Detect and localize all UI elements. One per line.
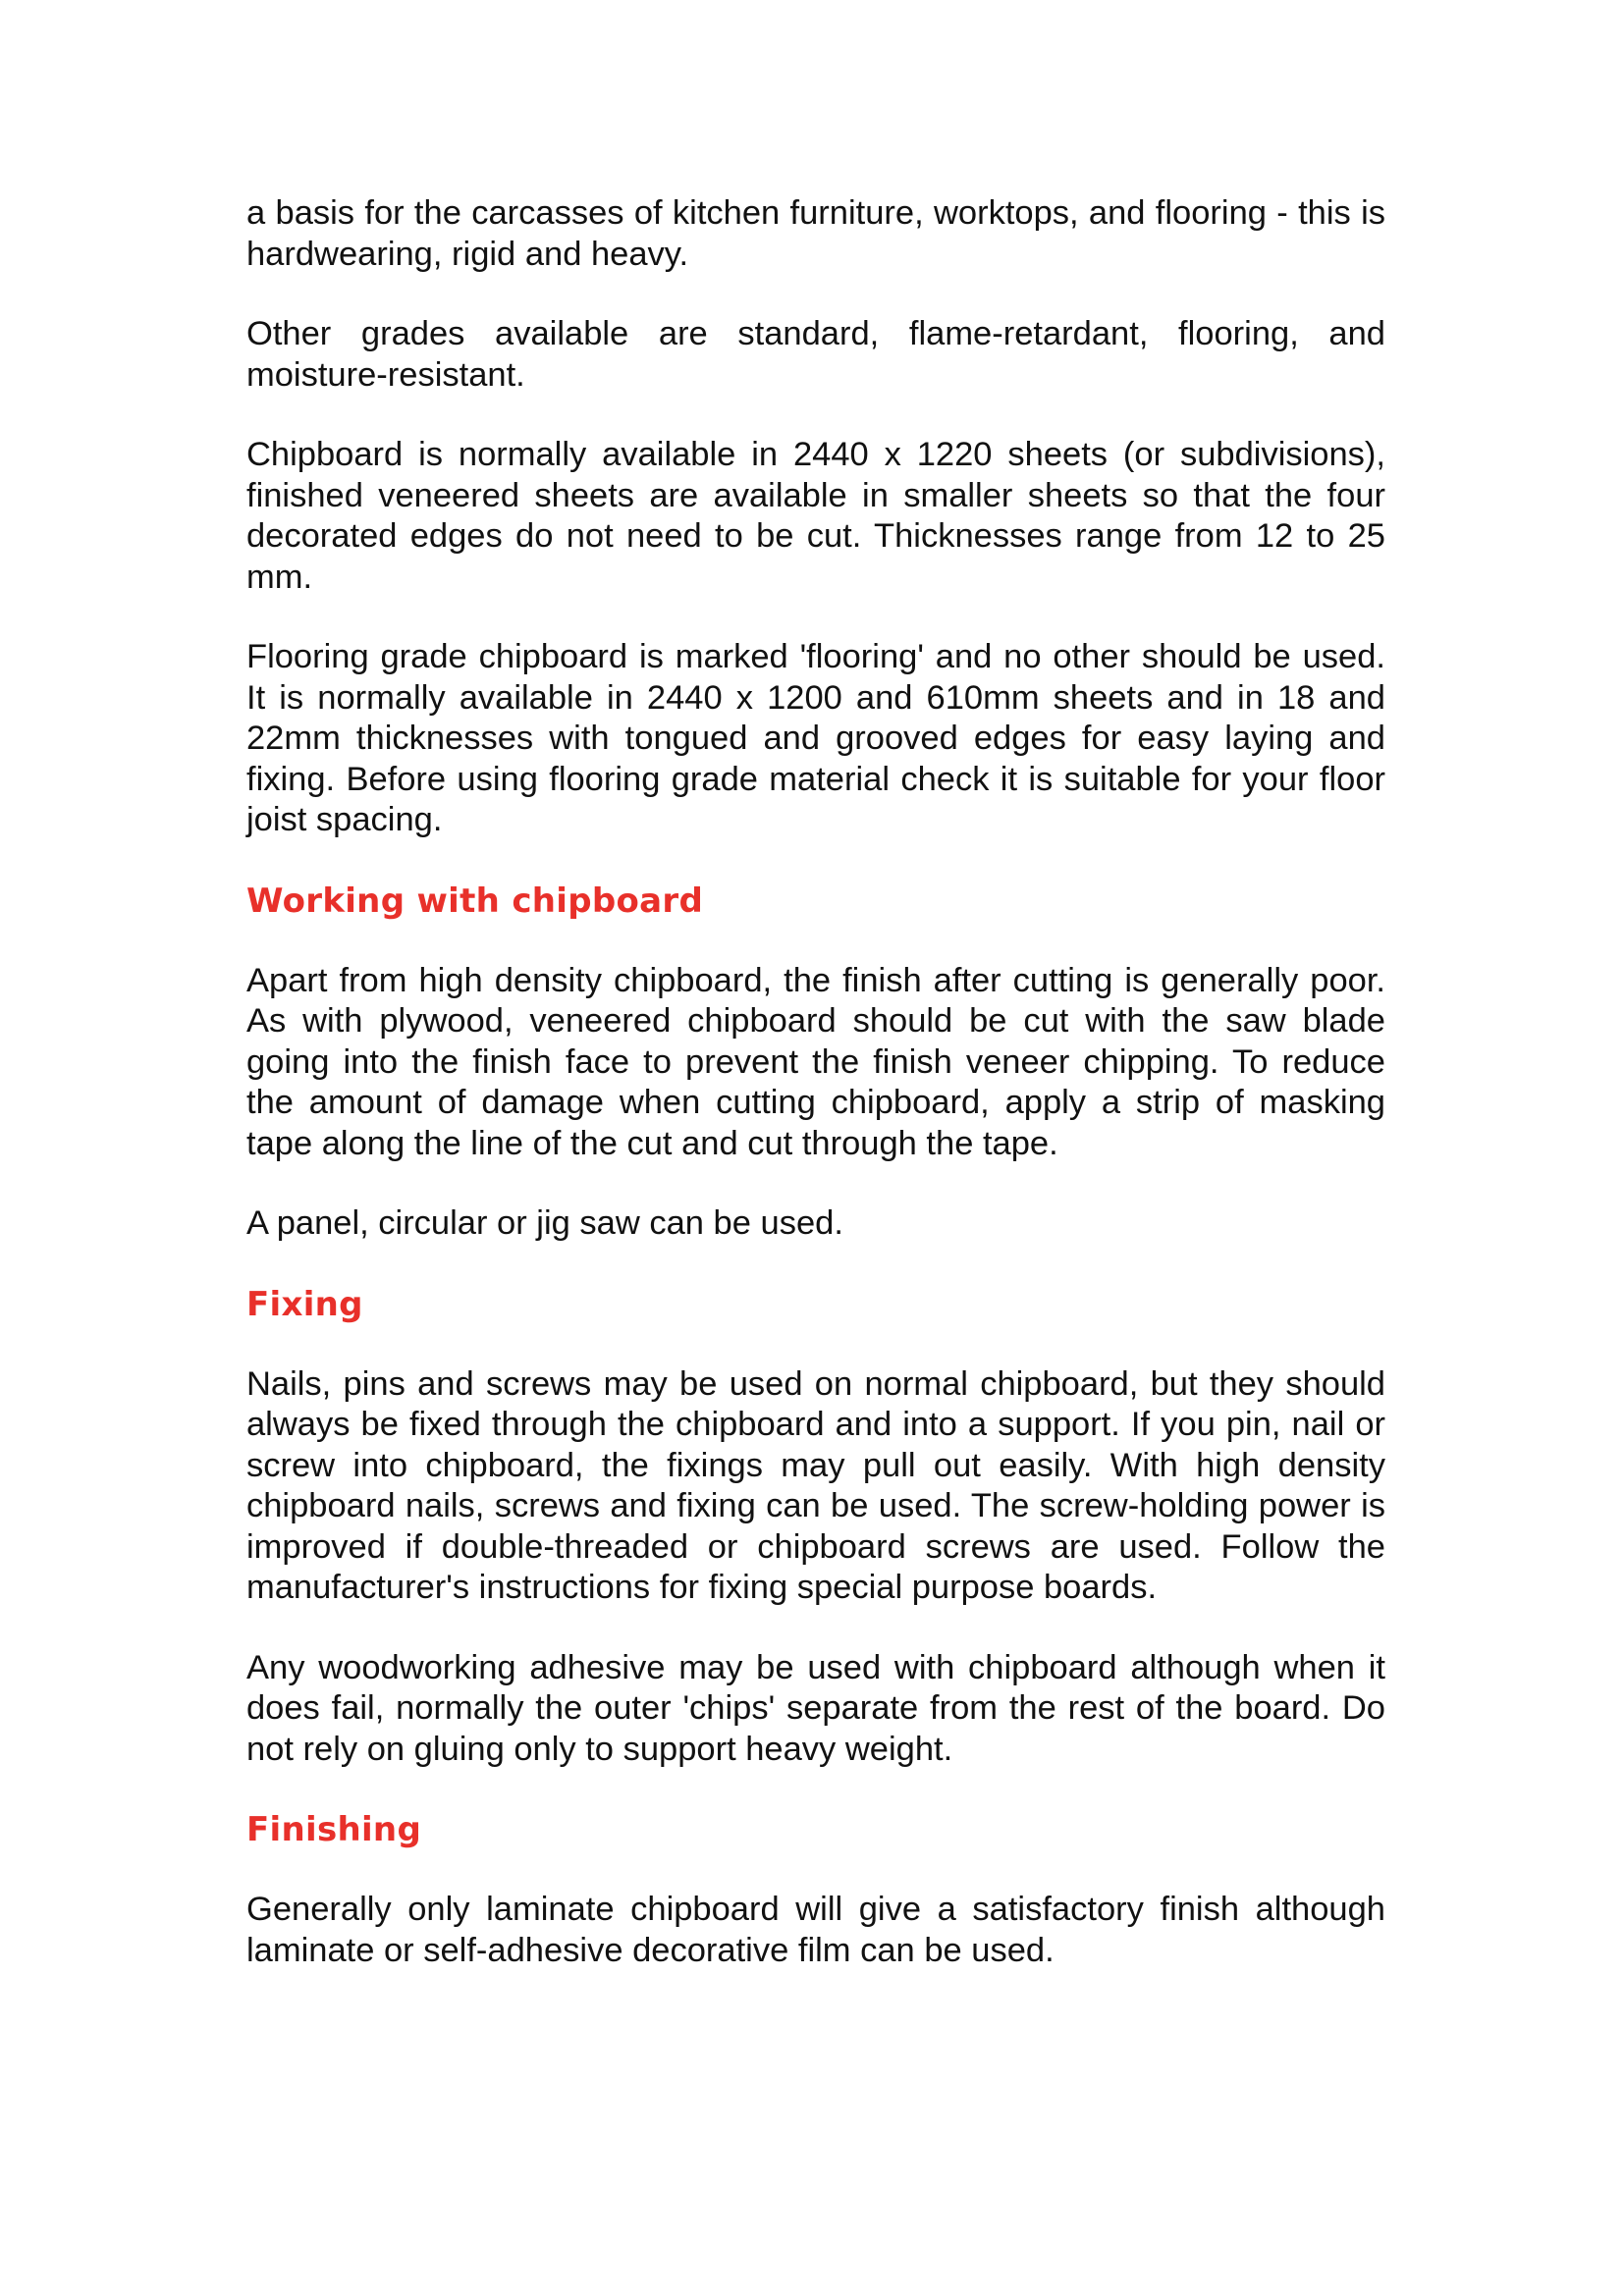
document-page (246, 193, 1385, 2010)
paragraph-sheet-sizes: Chipboard is normally available in 2440 x 1220 sheets (or subdivisions), finished veneered sheets are available in smaller sheets so that the four decorated edges do not need to be cut. Thicknesses range from 12 to 25 mm. (246, 436, 1385, 596)
heading-finishing: Finishing (246, 1810, 422, 1849)
paragraph-other-grades: Other grades available are standard, flame-retardant, flooring, and moisture-resistant. (246, 315, 1385, 394)
paragraph-saw-types: A panel, circular or jig saw can be used. (246, 1204, 843, 1242)
paragraph-finish: Generally only laminate chipboard will give a satisfactory finish although laminate or self-adhesive decorative film can be used. (246, 1891, 1385, 1969)
heading-working-with-chipboard: Working with chipboard (246, 881, 704, 921)
paragraph-chipboard-uses: a basis for the carcasses of kitchen furniture, worktops, and flooring - this is hardwearing, rigid and heavy. (246, 194, 1385, 273)
paragraph-adhesive: Any woodworking adhesive may be used with chipboard although when it does fail, normally the outer 'chips' separate from the rest of the board. Do not rely on gluing only to support heavy weight. (246, 1648, 1385, 1768)
paragraph-cutting: Apart from high density chipboard, the finish after cutting is generally poor. As with plywood, veneered chipboard should be cut with the saw blade going into the finish face to prevent the finish veneer chipping. To reduce the amount of damage when cutting chipboard, apply a strip of masking tape along the line of the cut and cut through the tape. (246, 961, 1385, 1162)
paragraph-fixings: Nails, pins and screws may be used on normal chipboard, but they should always be fixed through the chipboard and into a support. If you pin, nail or screw into chipboard, the fixings may pull out easily. With high density chipboard nails, screws and fixing can be used. The screw-holding power is improved if double-threaded or chipboard screws are used. Follow the manufacturer's instructions for fixing special purpose boards. (246, 1364, 1385, 1606)
paragraph-flooring-grade: Flooring grade chipboard is marked 'flooring' and no other should be used. It is normally available in 2440 x 1200 and 610mm sheets and in 18 and 22mm thicknesses with tongued and grooved edges for easy laying and fixing. Before using flooring grade material check it is suitable for your floor joist spacing. (246, 638, 1385, 838)
heading-fixing: Fixing (246, 1284, 363, 1324)
